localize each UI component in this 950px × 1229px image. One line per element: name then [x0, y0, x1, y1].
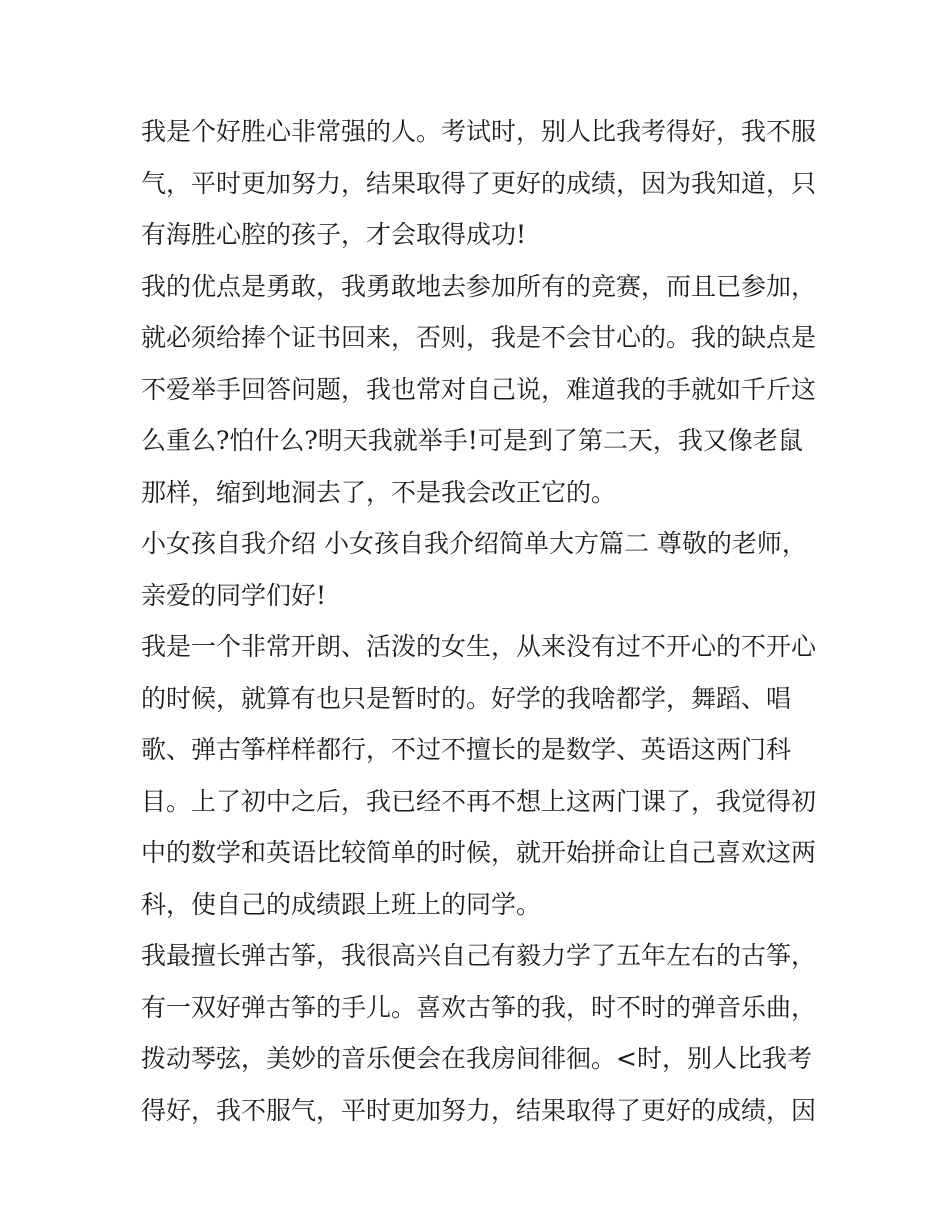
text-line: 拨动琴弦，美妙的音乐便会在我房间徘徊。<时，别人比我考	[141, 1044, 812, 1073]
text-line: 中的数学和英语比较简单的时候，就开始拼命让自己喜欢这两	[141, 838, 817, 867]
text-line: 科，使自己的成绩跟上班上的同学。	[141, 889, 542, 919]
text-line: 那样，缩到地洞去了，不是我会改正它的。	[141, 477, 617, 507]
text-line: 就必须给捧个证书回来，否则，我是不会甘心的。我的缺点是	[141, 323, 817, 352]
text-line: 我的优点是勇敢，我勇敢地去参加所有的竞赛，而且已参加，	[141, 271, 817, 301]
text-line: 歌、弹古筝样样都行，不过不擅长的是数学、英语这两门科	[141, 735, 792, 764]
text-line: 目。上了初中之后，我已经不再不想上这两门课了，我觉得初	[141, 786, 817, 816]
text-line: 有一双好弹古筝的手儿。喜欢古筝的我，时不时的弹音乐曲，	[141, 992, 817, 1022]
text-line: 得好，我不服气，平时更加努力，结果取得了更好的成绩，因	[141, 1095, 817, 1125]
text-line: 我最擅长弹古筝，我很高兴自己有毅力学了五年左右的古筝，	[141, 941, 817, 970]
document-body	[141, 106, 817, 1136]
text-line: 我是个好胜心非常强的人。考试时，别人比我考得好，我不服	[141, 117, 817, 146]
text-line: 亲爱的同学们好!	[141, 580, 327, 610]
text-line: 的时候，就算有也只是暂时的。好学的我啥都学，舞蹈、唱	[141, 683, 792, 713]
text-line: 小女孩自我介绍 小女孩自我介绍简单大方篇二 尊敬的老师，	[141, 529, 807, 558]
text-line: 我是一个非常开朗、活泼的女生，从来没有过不开心的不开心	[141, 632, 817, 661]
text-line: 气，平时更加努力，结果取得了更好的成绩，因为我知道，只	[141, 168, 817, 198]
text-line: 有海胜心腔的孩子，才会取得成功!	[141, 220, 527, 249]
text-line: 么重么?怕什么?明天我就举手!可是到了第二天，我又像老鼠	[141, 426, 803, 455]
text-line: 不爱举手回答问题，我也常对自己说，难道我的手就如千斤这	[141, 374, 817, 404]
